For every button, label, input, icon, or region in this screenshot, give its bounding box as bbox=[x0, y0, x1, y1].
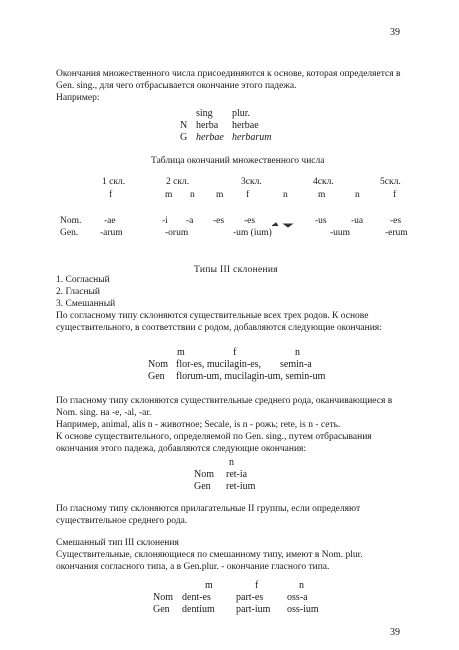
consonant-para-line-2: существительного, в соответствии с родом, добавляются следующие окончания: bbox=[56, 323, 382, 333]
declension-1: 1 скл. bbox=[102, 177, 126, 187]
consonant-para-line-1: По согласному типу склоняются существительные всех трех родов. К основе bbox=[56, 311, 369, 321]
intro-line-3: Например: bbox=[56, 93, 100, 103]
example-header-plur: plur. bbox=[232, 108, 251, 119]
endings-table-title: Таблица окончаний множественного числа bbox=[151, 156, 325, 166]
example-case-n: N bbox=[180, 120, 188, 131]
mixed-label-nom: Nom bbox=[153, 592, 173, 603]
vowel-para-line-3: Например, animal, alis n - животное; Secale, is n - рожь; rete, is n - сеть. bbox=[56, 420, 341, 430]
row-label-gen: Gen. bbox=[60, 228, 79, 238]
vowel-para-line-2: Nom. sing. на -e, -al, -ar. bbox=[56, 408, 152, 418]
row-label-nom: Nom. bbox=[60, 216, 82, 226]
gen-ending-5: -erum bbox=[385, 228, 408, 238]
gen-ending-3: -um (ium) bbox=[233, 228, 272, 238]
nom-ending-1: -ae bbox=[104, 216, 116, 226]
example-n-plur: herbae bbox=[232, 120, 259, 131]
mixed-nom-n: oss-a bbox=[287, 592, 308, 603]
gender-5: f bbox=[246, 190, 250, 200]
declension-3: 3скл. bbox=[241, 177, 262, 187]
declension-2: 2 скл. bbox=[166, 177, 190, 187]
vowel-label-gen: Gen bbox=[194, 481, 211, 492]
vowel-nom-value: ret-ia bbox=[226, 469, 248, 480]
example-case-g: G bbox=[180, 132, 188, 143]
nom-ending-5: -es bbox=[244, 216, 256, 226]
consonant-header-m: m bbox=[177, 347, 185, 358]
declension-4: 4скл. bbox=[313, 177, 334, 187]
mixed-header-m: m bbox=[205, 580, 213, 591]
consonant-header-n: n bbox=[295, 347, 300, 358]
example-g-plur: herbarum bbox=[232, 132, 272, 143]
intro-line-1: Окончания множественного числа присоединяются к основе, которая определяется в bbox=[56, 69, 401, 79]
page-number-top: 39 bbox=[390, 27, 400, 38]
mixed-nom-m: dent-es bbox=[182, 592, 211, 603]
example-g-sing: herbae bbox=[196, 132, 224, 143]
types-heading: Типы III склонения bbox=[194, 265, 278, 275]
types-list-item-2: 2. Гласный bbox=[56, 287, 101, 297]
nom-ending-4: -es bbox=[213, 216, 225, 226]
nom-ending-3: -a bbox=[186, 216, 194, 226]
gender-6: n bbox=[283, 190, 288, 200]
example-n-sing: herba bbox=[196, 120, 219, 131]
consonant-gen-row: florum-um, mucilagin-um, semin-um bbox=[176, 371, 326, 382]
gen-ending-4: -uum bbox=[330, 228, 351, 238]
mixed-para-line-1: Существительные, склоняющиеся по смешанному типу, имеют в Nom. plur. bbox=[56, 550, 363, 560]
vowel-gen-value: ret-ium bbox=[226, 481, 256, 492]
gender-9: f bbox=[393, 190, 397, 200]
gender-1: f bbox=[109, 190, 113, 200]
example-header-sing: sing bbox=[196, 108, 213, 119]
adj-para-line-1: По гласному типу склоняются прилагательные II группы, если определяют bbox=[56, 504, 361, 514]
stray-mark-icon bbox=[272, 222, 294, 228]
gender-7: m bbox=[318, 190, 326, 200]
gen-ending-1: -arum bbox=[100, 228, 123, 238]
consonant-header-f: f bbox=[233, 347, 237, 358]
types-list-item-3: 3. Смешанный bbox=[56, 299, 116, 309]
stray-mark bbox=[272, 222, 294, 230]
types-list-item-1: 1. Согласный bbox=[56, 275, 110, 285]
nom-ending-7: -ua bbox=[351, 216, 364, 226]
mixed-header-f: f bbox=[255, 580, 259, 591]
vowel-label-nom: Nom bbox=[194, 469, 214, 480]
gender-3: n bbox=[190, 190, 195, 200]
vowel-para-line-4: К основе существительного, определяемой по Gen. sing., путем отбрасывания bbox=[56, 432, 372, 442]
gender-8: n bbox=[355, 190, 360, 200]
vowel-para-line-1: По гласному типу склоняются существительные среднего рода, оканчивающиеся в bbox=[56, 396, 393, 406]
gen-ending-2: -orum bbox=[165, 228, 189, 238]
consonant-label-nom: Nom bbox=[148, 359, 168, 370]
mixed-label-gen: Gen bbox=[153, 604, 170, 615]
gender-4: m bbox=[216, 190, 224, 200]
mixed-heading: Смешанный тип III склонения bbox=[56, 538, 179, 548]
vowel-header-n: n bbox=[229, 457, 234, 468]
page-number-bottom: 39 bbox=[390, 627, 400, 638]
mixed-header-n: n bbox=[299, 580, 304, 591]
consonant-nom-row: flor-es, mucilagin-es, bbox=[176, 359, 262, 370]
nom-ending-2: -i bbox=[162, 216, 168, 226]
mixed-gen-n: oss-ium bbox=[287, 604, 319, 615]
vowel-para-line-5: окончания этого падежа, добавляются следующие окончания: bbox=[56, 444, 307, 454]
nom-ending-6: -us bbox=[315, 216, 327, 226]
mixed-para-line-2: окончания согласного типа, а в Gen.plur. - окончание гласного типа. bbox=[56, 562, 330, 572]
consonant-label-gen: Gen bbox=[148, 371, 165, 382]
consonant-nom-n: semin-a bbox=[280, 359, 312, 370]
adj-para-line-2: существительное среднего рода. bbox=[56, 516, 188, 526]
intro-line-2: Gen. sing., для чего отбрасывается окончание этого падежа. bbox=[56, 81, 297, 91]
mixed-nom-f: part-es bbox=[236, 592, 264, 603]
mixed-gen-m: dentium bbox=[182, 604, 215, 615]
declension-5: 5скл. bbox=[380, 177, 401, 187]
gender-2: m bbox=[165, 190, 173, 200]
nom-ending-8: -es bbox=[390, 216, 402, 226]
mixed-gen-f: part-ium bbox=[236, 604, 271, 615]
